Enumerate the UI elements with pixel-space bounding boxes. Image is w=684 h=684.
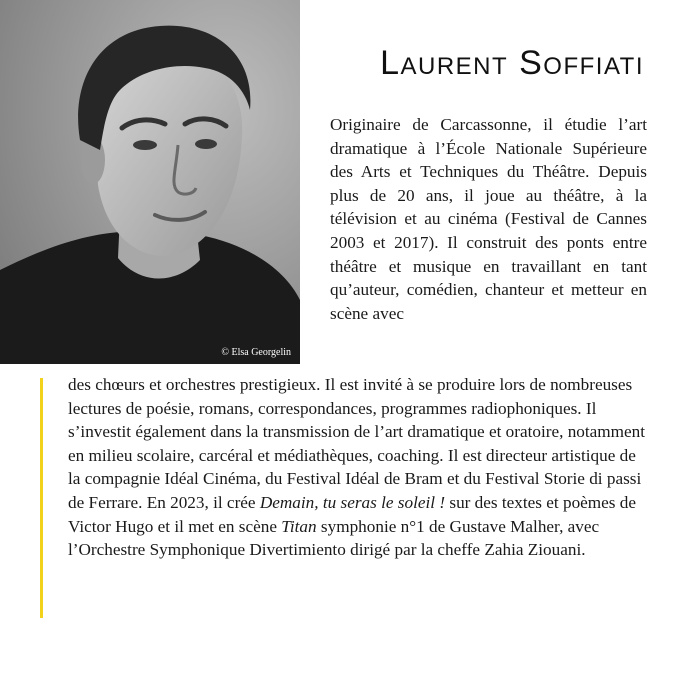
- bio-text-3: symphonie n°1 de Gustave Malher, avec l’Orchestre Symphonique Divertimiento dirigé par la cheffe Zahia Ziouani.: [68, 516, 600, 560]
- biography-paragraph-bottom: [68, 373, 647, 562]
- photo-credit: © Elsa Georgelin: [221, 347, 291, 358]
- page-title: Laurent Soffiati: [380, 44, 644, 82]
- bio-text-2: sur des textes et poèmes de Victor Hugo et il met en scène: [68, 492, 636, 536]
- biography-paragraph-top: Originaire de Carcassonne, il étudie l’art dramatique à l’École Nationale Supérieure des Arts et Techniques du Théâtre. Depuis plus de 20 ans, il joue au théâtre, à la télévision et au cinéma (Festival de Cannes 2003 et 2017). Il construit des ponts entre théâtre et musique en travaillant en tant qu’auteur, comédien, chanteur et metteur en scène avec: [330, 115, 647, 323]
- accent-bar: [40, 378, 43, 618]
- portrait-illustration: [0, 0, 300, 364]
- portrait-photo: [0, 0, 300, 364]
- bio-title-titan: Titan: [281, 516, 317, 536]
- bio-title-demain: Demain, tu seras le soleil !: [259, 492, 446, 512]
- bio-text-1: des chœurs et orchestres prestigieux. Il est invité à se produire lors de nombreuses lectures de poésie, romans, correspondances, programmes radiophoniques. Il s’investit également dans la transmission de l’art dramatique et oratoire, notamment en milieu scolaire, carcéral et médiathèques, coaching. Il est directeur artistique de la compagnie Idéal Cinéma, du Festival Idéal de Bram et du Festival Storie di passi de Ferrare. En 2023, il crée: [68, 375, 646, 512]
